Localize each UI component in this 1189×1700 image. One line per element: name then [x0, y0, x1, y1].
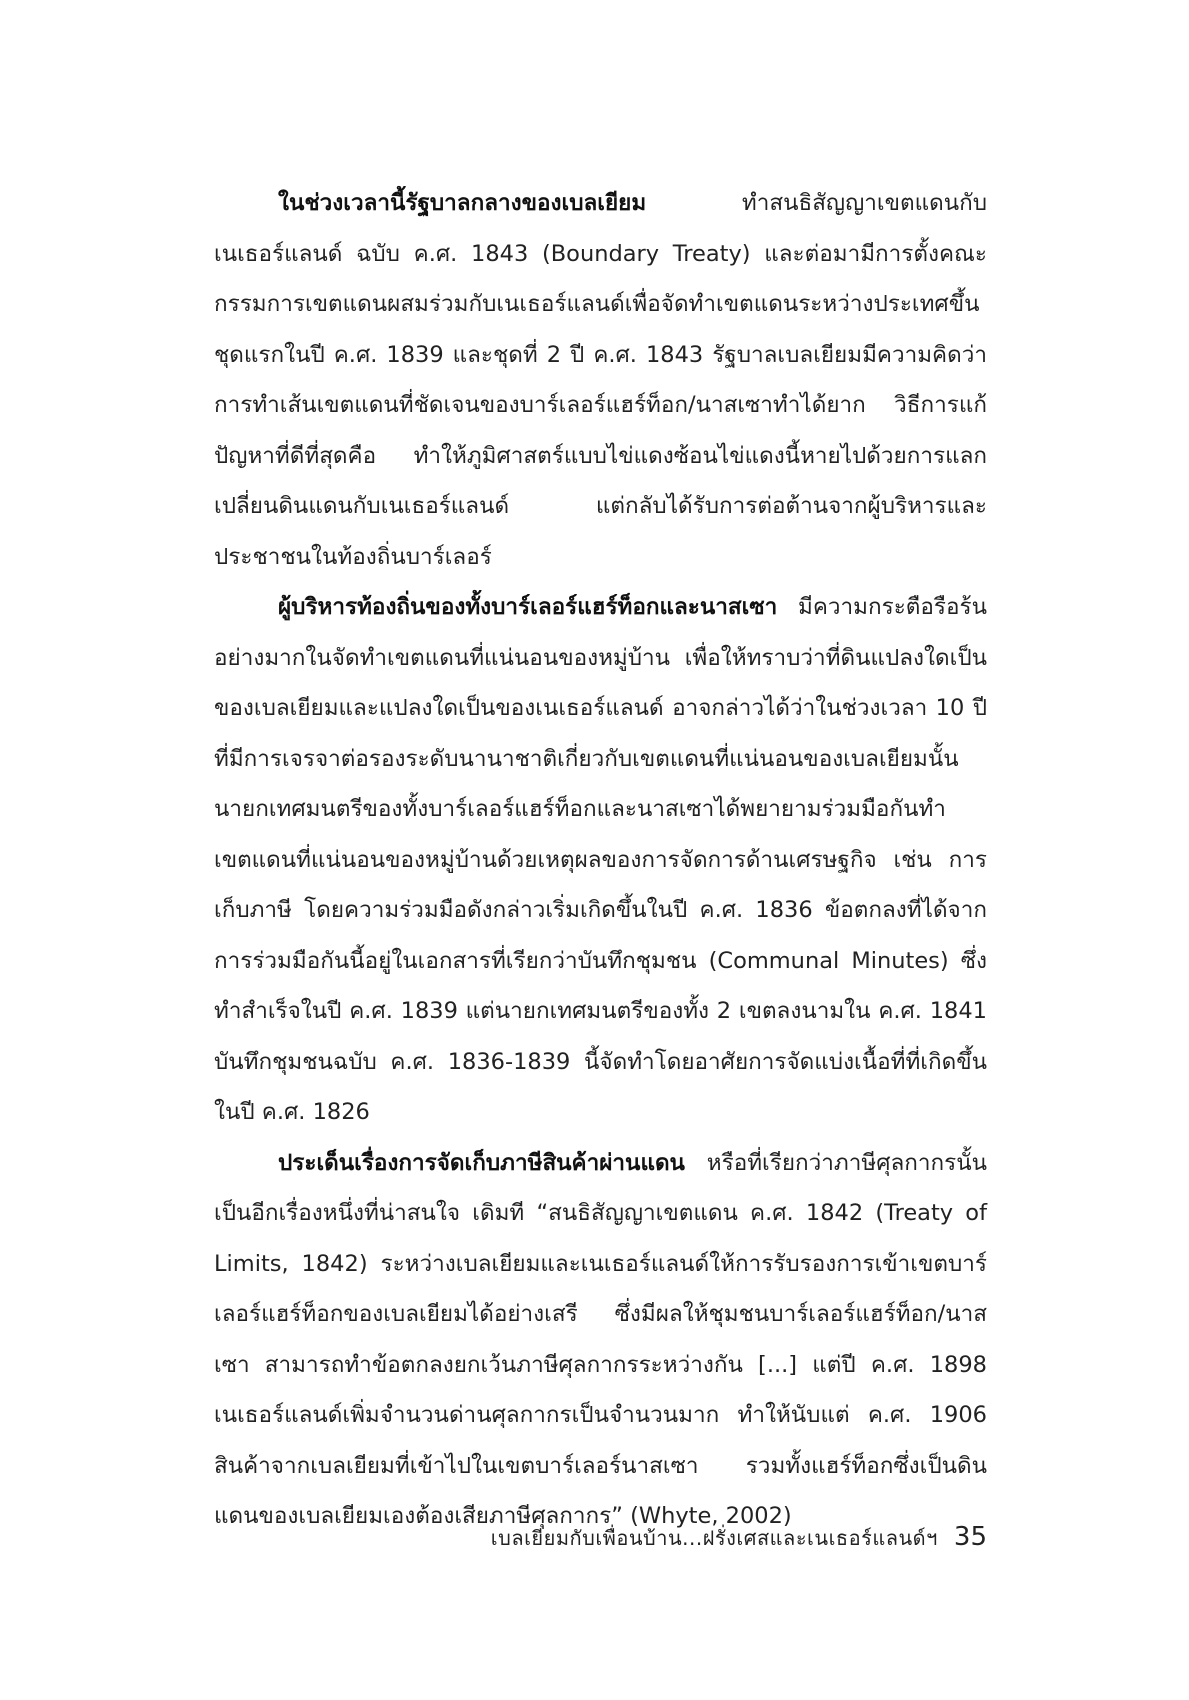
paragraph-1-lead: ในช่วงเวลานี้รัฐบาลกลางของเบลเยียม	[278, 190, 647, 216]
paragraph-1-text: ทำสนธิสัญญาเขตแดนกับเนเธอร์แลนด์ ฉบับ ค.ศ. 1843 (Boundary Treaty) และต่อมามีการตั้งคณะกรรมการเขตแดนผสมร่วมกับเนเธอร์แลนด์เพื่อจัดทำเขตแดนระหว่างประเทศขึ้นชุดแรกในปี ค.ศ. 1839 และชุดที่ 2 ปี ค.ศ. 1843 รัฐบาลเบลเยียมมีความคิดว่า การทำเส้นเขตแดนที่ชัดเจนของบาร์เลอร์แฮร์ท็อก/นาสเซาทำได้ยาก วิธีการแก้ปัญหาที่ดีที่สุดคือ ทำให้ภูมิศาสตร์แบบไข่แดงซ้อนไข่แดงนี้หายไปด้วยการแลกเปลี่ยนดินแดนกับเนเธอร์แลนด์ แต่กลับได้รับการต่อต้านจากผู้บริหารและประชาชนในท้องถิ่นบาร์เลอร์	[214, 190, 987, 570]
paragraph-1	[214, 178, 987, 582]
paragraph-2-lead: ผู้บริหารท้องถิ่นของทั้งบาร์เลอร์แฮร์ท็อกและนาสเซา	[278, 594, 778, 620]
body-text	[214, 178, 987, 1542]
paragraph-3-lead: ประเด็นเรื่องการจัดเก็บภาษีสินค้าผ่านแดน	[278, 1149, 685, 1176]
paragraph-3	[214, 1138, 987, 1542]
page-footer	[214, 1522, 987, 1554]
paragraph-2	[214, 582, 987, 1138]
page-number: 35	[953, 1522, 987, 1552]
paragraph-3-text: หรือที่เรียกว่าภาษีศุลกากรนั้นเป็นอีกเรื่องหนึ่งที่น่าสนใจ เดิมที “สนธิสัญญาเขตแดน ค.ศ. 1842 (Treaty of Limits, 1842) ระหว่างเบลเยียมและเนเธอร์แลนด์ให้การรับรองการเข้าเขตบาร์เลอร์แฮร์ท็อกของเบลเยียมได้อย่างเสรี ซึ่งมีผลให้ชุมชนบาร์เลอร์แฮร์ท็อก/นาสเซา สามารถทำข้อตกลงยกเว้นภาษีศุลกากรระหว่างกัน [...] แต่ปี ค.ศ. 1898 เนเธอร์แลนด์เพิ่มจำนวนด่านศุลกากรเป็นจำนวนมาก ทำให้นับแต่ ค.ศ. 1906 สินค้าจากเบลเยียมที่เข้าไปในเขตบาร์เลอร์นาสเซา รวมทั้งแฮร์ท็อกซึ่งเป็นดินแดนของเบลเยียมเองต้องเสียภาษีศุลกากร” (Whyte, 2002)	[214, 1149, 987, 1529]
paragraph-2-text: มีความกระตือรือร้นอย่างมากในจัดทำเขตแดนที่แน่นอนของหมู่บ้าน เพื่อให้ทราบว่าที่ดินแปลงใดเป็นของเบลเยียมและแปลงใดเป็นของเนเธอร์แลนด์ อาจกล่าวได้ว่าในช่วงเวลา 10 ปีที่มีการเจรจาต่อรองระดับนานาชาติเกี่ยวกับเขตแดนที่แน่นอนของเบลเยียมนั้น นายกเทศมนตรีของทั้งบาร์เลอร์แฮร์ท็อกและนาสเซาได้พยายามร่วมมือกันทำเขตแดนที่แน่นอนของหมู่บ้านด้วยเหตุผลของการจัดการด้านเศรษฐกิจ เช่น การเก็บภาษี โดยความร่วมมือดังกล่าวเริ่มเกิดขึ้นในปี ค.ศ. 1836 ข้อตกลงที่ได้จากการร่วมมือกันนี้อยู่ในเอกสารที่เรียกว่าบันทึกชุมชน (Communal Minutes) ซึ่งทำสำเร็จในปี ค.ศ. 1839 แต่นายกเทศมนตรีของทั้ง 2 เขตลงนามใน ค.ศ. 1841 บันทึกชุมชนฉบับ ค.ศ. 1836-1839 นี้จัดทำโดยอาศัยการจัดแบ่งเนื้อที่ที่เกิดขึ้นในปี ค.ศ. 1826	[214, 594, 987, 1125]
running-head: เบลเยียมกับเพื่อนบ้าน...ฝรั่งเศสและเนเธอร์แลนด์ฯ	[490, 1526, 938, 1550]
